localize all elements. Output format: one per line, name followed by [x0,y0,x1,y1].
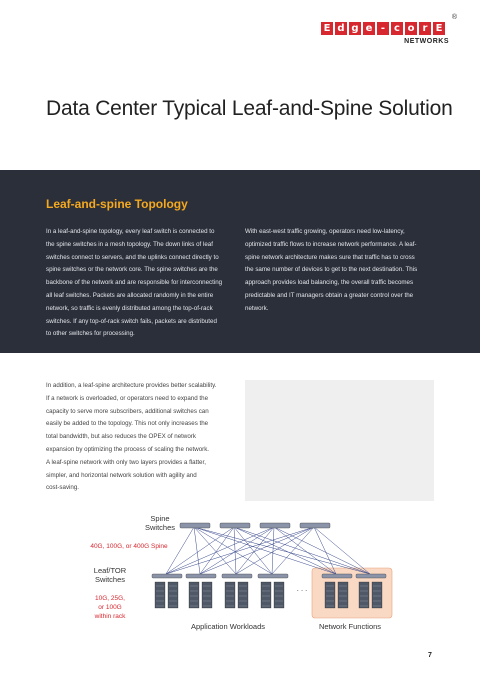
text-line: network. [245,304,269,312]
ellipsis: . . . [296,584,308,593]
text-line: switches connect to servers, and the uplinks connect directly to [46,253,219,261]
text-line: all leaf switches. Packets are allocated randomly in the entire [46,291,214,299]
text-line: cost-saving. [46,484,80,492]
logo-letter-box: o [405,22,417,35]
spine-switch [220,523,250,528]
text-line: spine switches or the network core. The spine switches are the [46,266,218,274]
spine-label-line: Spine [150,514,170,523]
leaf-speed-line: or 100G [98,604,122,611]
mesh-link [272,527,314,574]
spine-switch [180,523,210,528]
logo-letter-box: c [391,22,403,35]
mesh-link [272,527,274,574]
text-line: switches. If any top-of-rack switch fails, packets are distributed [46,317,217,325]
text-line: With east-west traffic growing, operators need low-latency, [245,228,405,235]
text-line: capacity to serve more subscribers, additional switches can [46,407,209,415]
text-line: approach provides load balancing, the overall traffic becomes [245,279,414,287]
logo-letter-box: E [321,22,333,35]
text-line: predictable and IT managers obtain a greater control over the [245,291,414,299]
mesh-link [194,527,200,574]
leaf-switch [222,574,252,578]
page-title: Data Center Typical Leaf-and-Spine Solution [46,97,453,120]
text-line: backbone of the network and are responsible for interconnecting [46,279,223,287]
text-line: easily be added to the topology. This not only increases the [46,420,209,428]
mesh-link [234,527,336,574]
logo-letter-box: E [433,22,445,35]
network-functions-label: Network Functions [318,622,382,631]
logo-letters [321,22,453,35]
leaf-switch [322,574,352,578]
page-number: 7 [428,652,432,659]
logo-letter-box: g [349,22,361,35]
leaf-switch [152,574,182,578]
text-line: If a network is overloaded, or operators need to expand the [46,394,209,402]
gray-panel [245,380,434,501]
section-title: Leaf-and-spine Topology [46,197,188,211]
text-line: spine network architecture makes sure that traffic has to cross [245,253,415,261]
text-line: A leaf-spine network with only two layers provides a flatter, [46,458,206,466]
mesh-link [200,527,274,574]
spine-switch [260,523,290,528]
spine-switch [300,523,330,528]
leaf-switch [258,574,288,578]
text-line: In a leaf-and-spine topology, every leaf switch is connected to [46,228,215,235]
leaf-speed-line: within rack [94,613,126,620]
mesh-link [274,527,370,574]
text-line: to other switches for processing. [46,330,135,338]
logo-letter-box: d [335,22,347,35]
mesh-link [166,527,194,574]
application-workloads-label: Application Workloads [190,622,266,631]
leaf-speed-line: 10G, 25G, [95,595,125,602]
logo-letter-box: - [377,22,389,35]
text-line: In addition, a leaf-spine architecture provides better scalability. [46,382,217,389]
leaf-speed [88,594,132,621]
leaf-switch [356,574,386,578]
spine-label-line: Switches [144,523,175,532]
edgecore-logo [321,14,457,45]
mesh-link [194,527,272,574]
text-line: total bandwidth, but also reduces the OPEX of network [46,433,196,441]
logo-subtitle: NETWORKS [404,38,449,45]
text-line: optimized traffic flows to increase network performance. A leaf- [245,240,417,248]
registered-mark: ® [451,14,457,21]
leaf-label-line: Switches [94,575,125,584]
mesh-link [234,527,236,574]
leaf-spine-diagram [80,508,400,638]
leaf-label-line: Leaf/TOR [93,566,127,575]
text-line: expansion by optimizing the process of scaling the network. [46,445,210,453]
section-left-column [46,226,234,341]
text-line: the spine switches in a mesh topology. The down links of leaf [46,240,213,248]
text-line: simpler, and horizontal network solution with agility and [46,471,197,479]
text-line: network, so traffic is evenly distributed among the top-of-rack [46,304,213,312]
logo-letter-box: r [419,22,431,35]
mesh-link [314,527,336,574]
logo-letter-box: e [363,22,375,35]
section-right-column [245,226,433,316]
mesh-link [274,527,336,574]
spine-speed: 40G, 100G, or 400G Spine [90,543,168,550]
leaf-switch [186,574,216,578]
leaf-label [86,566,134,584]
spine-label [142,514,178,532]
text-line: the same number of devices to get to the next destination. This [245,266,418,274]
scalability-paragraph [46,380,234,495]
